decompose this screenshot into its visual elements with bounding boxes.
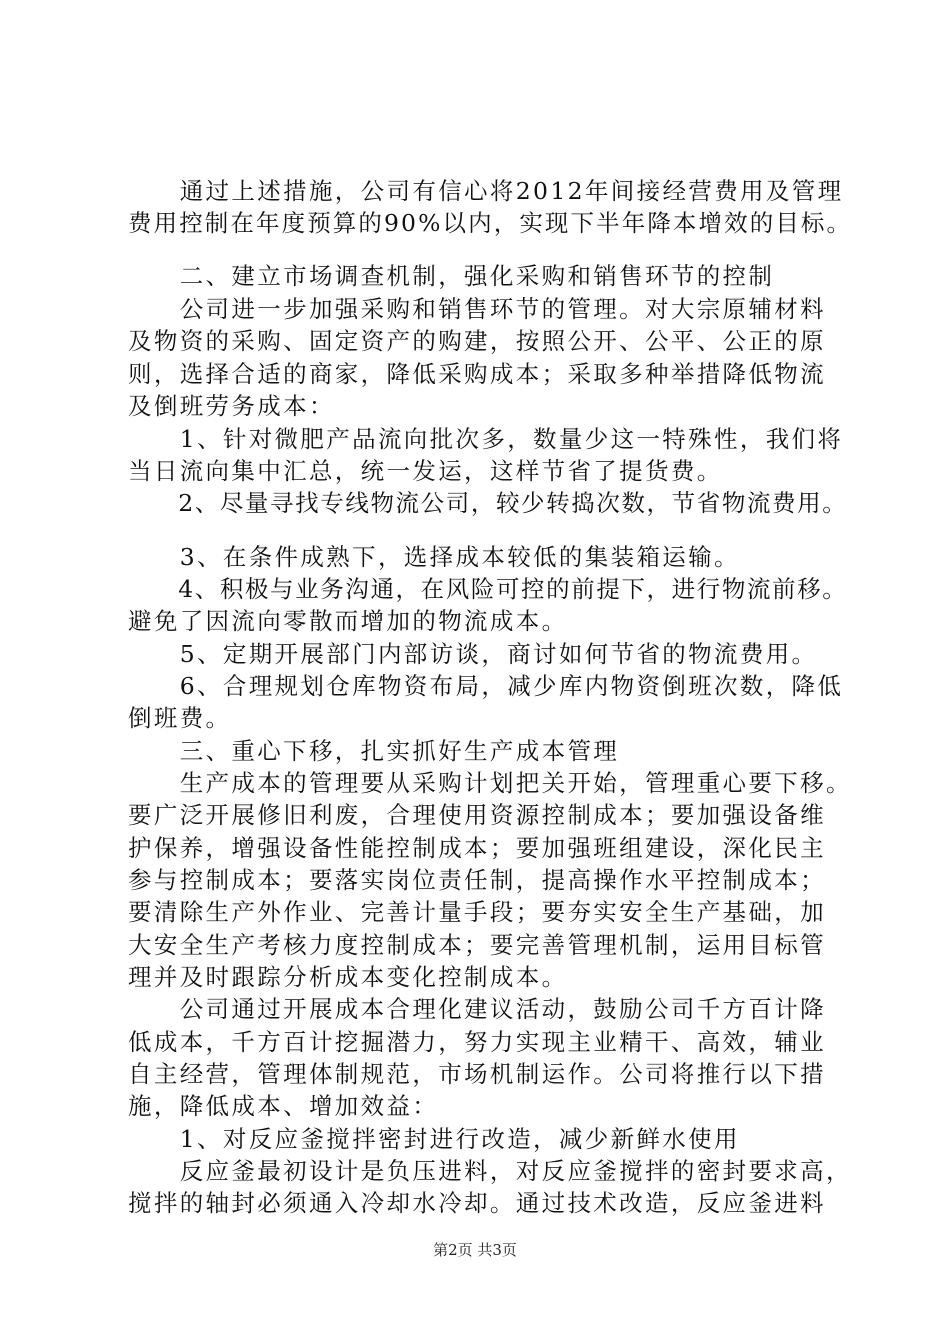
- body-text-line: 施，降低成本、增加效益：: [128, 1092, 439, 1120]
- body-text-line: 参与控制成本；要落实岗位责任制，提高操作水平控制成本；: [128, 866, 826, 894]
- section-heading: 二、建立市场调查机制，强化采购和销售环节的控制: [128, 262, 775, 290]
- list-item-line: 倒班费。: [128, 704, 232, 732]
- body-text-line: 要清除生产外作业、完善计量手段；要夯实安全生产基础，加: [128, 898, 826, 926]
- body-text-line: 反应釜最初设计是负压进料，对反应釜搅拌的密封要求高，: [128, 1157, 852, 1185]
- body-text-line: 理并及时跟踪分析成本变化控制成本。: [128, 963, 568, 991]
- body-text-line: 自主经营，管理体制规范，市场机制运作。公司将推行以下措: [128, 1060, 826, 1088]
- section-heading: 三、重心下移，扎实抓好生产成本管理: [128, 737, 620, 765]
- list-item-line: 6、合理规划仓库物资布局，减少库内物资倒班次数，降低: [128, 672, 844, 700]
- page-number: 第2页 共3页: [433, 1241, 517, 1259]
- list-item-line: 1、针对微肥产品流向批次多，数量少这一特殊性，我们将: [128, 425, 844, 453]
- list-item-line: 1、对反应釜搅拌密封进行改造，减少新鲜水使用: [128, 1125, 740, 1153]
- body-text-line: 搅拌的轴封必须通入冷却水冷却。通过技术改造，反应釜进料: [128, 1189, 826, 1217]
- body-text-line: 公司通过开展成本合理化建议活动，鼓励公司千方百计降: [128, 995, 826, 1023]
- body-text-line: 要广泛开展修旧利废，合理使用资源控制成本；要加强设备维: [128, 801, 826, 829]
- body-text-line: 护保养，增强设备性能控制成本；要加强班组建设，深化民主: [128, 834, 826, 862]
- list-item-line: 4、积极与业务沟通，在风险可控的前提下，进行物流前移。: [128, 575, 848, 603]
- list-item-line: 避免了因流向零散而增加的物流成本。: [128, 607, 568, 635]
- body-text-line: 大安全生产考核力度控制成本；要完善管理机制，运用目标管: [128, 931, 826, 959]
- body-text-line: 公司进一步加强采购和销售环节的管理。对大宗原辅材料: [128, 295, 826, 323]
- body-text-line: 生产成本的管理要从采购计划把关开始，管理重心要下移。: [128, 769, 852, 797]
- body-text-line: 及倒班劳务成本：: [128, 392, 335, 420]
- body-text-line: 及物资的采购、固定资产的购建，按照公开、公平、公正的原: [128, 327, 826, 355]
- list-item-line: 5、定期开展部门内部访谈，商讨如何节省的物流费用。: [128, 640, 818, 668]
- list-item-line: 2、尽量寻找专线物流公司，较少转捣次数，节省物流费用。: [128, 489, 848, 517]
- list-item-line: 3、在条件成熟下，选择成本较低的集装箱运输。: [128, 543, 740, 571]
- body-text-line: 则，选择合适的商家，降低采购成本；采取多种举措降低物流: [128, 360, 826, 388]
- list-item-line: 当日流向集中汇总，统一发运，这样节省了提货费。: [128, 457, 723, 485]
- body-text-line: 通过上述措施，公司有信心将2012年间接经营费用及管理: [128, 177, 844, 205]
- body-text-line: 费用控制在年度预算的90%以内，实现下半年降本增效的目标。: [128, 209, 853, 237]
- body-text-line: 低成本，千方百计挖掘潜力，努力实现主业精干、高效，辅业: [128, 1028, 826, 1056]
